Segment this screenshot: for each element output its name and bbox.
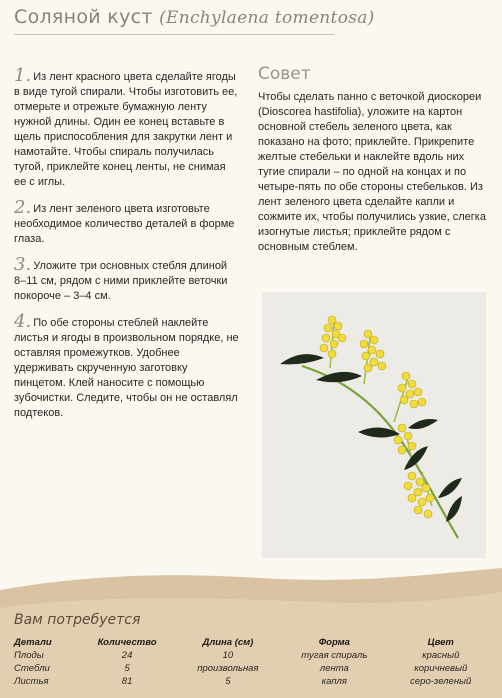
step-number: 2. bbox=[14, 197, 32, 218]
table-cell: Плоды bbox=[14, 650, 44, 661]
leaf bbox=[438, 478, 462, 498]
column-header: Длина (см) bbox=[202, 637, 254, 648]
step-3 bbox=[14, 254, 240, 304]
column-header: Форма bbox=[318, 637, 350, 648]
table-cell: лента bbox=[319, 663, 349, 674]
table-cell: красный bbox=[422, 650, 460, 661]
flower-cluster bbox=[404, 472, 434, 518]
flower-cluster bbox=[320, 316, 346, 358]
advice-column bbox=[258, 64, 488, 255]
step-number: 3. bbox=[14, 254, 32, 275]
leaf bbox=[280, 354, 324, 364]
table-cell: Листья bbox=[14, 676, 49, 687]
quilling-photo bbox=[262, 292, 486, 558]
step-number: 1. bbox=[14, 65, 32, 86]
table-header-row bbox=[12, 636, 492, 649]
table-row bbox=[12, 675, 492, 688]
table-cell: серо-зеленый bbox=[410, 676, 472, 687]
step-text: Уложите три основных стебля длиной 8–11 см, рядом с ними приклейте веточки покороче – 3–4 см. bbox=[14, 260, 228, 302]
table-cell: 24 bbox=[121, 650, 133, 661]
step-text: Из лент зеленого цвета изготовьте необходимое количество деталей в форме глаза. bbox=[14, 203, 235, 245]
flower-cluster bbox=[398, 372, 426, 408]
advice-text: Чтобы сделать панно с веточкой диоскореи (Dioscorea hastifolia), уложите на картон основной стебель зеленого цвета, как показано на фото; приклейте. Прикрепите желтые стебельки и наклейте вдоль них тугие спирали – по одной на концах и по четыре-пять по обе стороны стебельков. Из лент зеленого цвета сделайте капли и сожмите их, чтобы получились узкие, слегка изогнутые листья; приклейте рядом с основным стеблем. bbox=[258, 91, 486, 253]
table-cell: капля bbox=[321, 676, 347, 687]
step-text: Из лент красного цвета сделайте ягоды в виде тугой спирали. Чтобы изготовить ее, отмерьте и отрежьте бумажную ленту нужной длины. Один ее конец вставьте в щель приспособления для закрутки лент и намотайте. Чтобы спираль получилась тугой, приклейте конец ленты, не снимая ее с иглы. bbox=[14, 71, 238, 188]
main-stem bbox=[302, 366, 458, 538]
table-cell: 5 bbox=[124, 663, 130, 674]
materials-title: Вам потребуется bbox=[14, 612, 141, 628]
column-header: Детали bbox=[14, 637, 52, 648]
step-text: По обе стороны стеблей наклейте листья и ягоды в произвольном порядке, не оставляя промежутков. Удобнее удерживать скрученную заготовку пинцетом. Клей наносите с помощью зубочистки. Следите, чтобы он не оставлял подтеков. bbox=[14, 317, 239, 419]
title-latin: (Enchylaena tomentosa) bbox=[159, 8, 375, 28]
table-cell: 81 bbox=[121, 676, 133, 687]
table-cell: 10 bbox=[222, 650, 234, 661]
title-divider bbox=[14, 34, 334, 35]
table-row bbox=[12, 662, 492, 675]
flower-cluster bbox=[360, 330, 386, 372]
table-cell: Стебли bbox=[14, 663, 50, 674]
instructions-column bbox=[14, 65, 240, 431]
leaf bbox=[408, 419, 438, 429]
step-4 bbox=[14, 311, 240, 421]
table-cell: коричневый bbox=[414, 663, 468, 674]
title-ru: Соляной куст bbox=[14, 6, 153, 28]
table-cell: произвольная bbox=[197, 663, 259, 674]
advice-title: Совет bbox=[258, 64, 311, 84]
table-cell: 5 bbox=[225, 676, 231, 687]
table-cell: тугая спираль bbox=[301, 650, 368, 661]
page-title bbox=[14, 6, 375, 28]
step-1 bbox=[14, 65, 240, 190]
step-2 bbox=[14, 197, 240, 247]
column-header: Количество bbox=[97, 637, 157, 648]
materials-table bbox=[12, 636, 492, 688]
leaf bbox=[446, 496, 462, 522]
column-header: Цвет bbox=[427, 637, 454, 648]
quilled-branch-illustration bbox=[262, 292, 486, 558]
table-row bbox=[12, 649, 492, 662]
step-number: 4. bbox=[14, 311, 32, 332]
